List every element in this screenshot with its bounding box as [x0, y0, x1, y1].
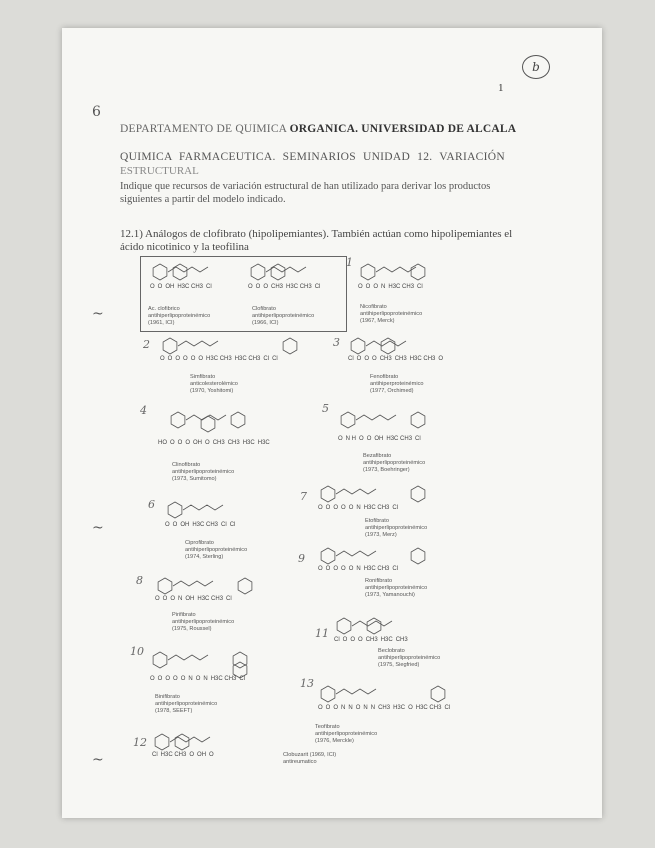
ring [153, 652, 167, 668]
atom-label: O [342, 637, 348, 643]
page-number: 1 [498, 82, 504, 94]
atom-labels [348, 356, 498, 363]
atom-label: O [183, 356, 188, 362]
atom-label: OH [165, 284, 175, 290]
atom-label: O [189, 752, 195, 758]
ring [171, 412, 185, 428]
ring [158, 578, 172, 594]
compound-name: Ciprofibrato [185, 540, 214, 546]
atom-label: N [363, 705, 368, 711]
bond-chain [336, 551, 376, 556]
atom-label: O [155, 596, 160, 602]
compound-number: 6 [148, 498, 155, 511]
compound-origin: (1974, Sterling) [185, 554, 224, 560]
atom-label: O [175, 356, 181, 362]
atom-label: O [185, 440, 191, 446]
atom-label: Cl [392, 505, 399, 511]
ring [271, 264, 285, 280]
compound-number: 13 [300, 677, 314, 690]
ring [341, 412, 355, 428]
compound-caption [283, 752, 336, 766]
compound-number: 4 [140, 404, 147, 417]
atom-label: CH3 [365, 637, 378, 643]
ring [233, 652, 247, 668]
structure-binifibrato [150, 650, 300, 672]
compound-number: 7 [300, 490, 307, 503]
ring [155, 734, 169, 750]
compound-caption [148, 306, 210, 327]
atom-label: O [157, 676, 163, 682]
compound-activity: antihiperlipoproteinémico [315, 731, 378, 737]
compound-activity: antihiperlipoproteinémico [378, 655, 441, 661]
atom-label: N [381, 284, 386, 290]
atom-label: O [205, 440, 210, 446]
bond-chain [366, 341, 406, 346]
margin-mark: 6 [92, 104, 101, 120]
compound-activity: antihiperlipoproteinémico [360, 311, 423, 317]
ring [201, 416, 215, 432]
ring [411, 412, 425, 428]
compound-origin: (1967, Merck) [360, 318, 395, 324]
atom-label: O [438, 356, 444, 362]
bond-chain [336, 489, 376, 494]
atom-label: O [355, 705, 361, 711]
compound-caption [365, 578, 427, 599]
atom-label: Cl [444, 705, 451, 711]
atom-label: O [333, 566, 339, 572]
atom-label: O [358, 637, 363, 643]
atom-label: N [356, 505, 361, 511]
atom-label: H3C CH3 [388, 284, 415, 290]
ring [411, 486, 425, 502]
atom-labels [338, 436, 488, 443]
compound-activity: antihiperlipoproteinémico [155, 701, 218, 707]
atom-labels [158, 440, 308, 447]
atom-label: O [325, 566, 331, 572]
atom-label: OH [180, 522, 190, 528]
atom-label: Cl [263, 356, 270, 362]
atom-label: N [370, 705, 376, 711]
compound-number: 10 [130, 645, 144, 658]
structure-nicofibrato [358, 262, 508, 284]
atom-label: Cl [221, 522, 227, 528]
compound-number: 8 [136, 574, 143, 587]
compound-number: 1 [346, 256, 353, 269]
compound-origin: (1977, Orchimed) [370, 388, 414, 394]
atom-label: O [325, 705, 331, 711]
atom-label: H3C [380, 637, 393, 643]
compound-caption [363, 453, 425, 474]
bond-chain [336, 689, 376, 694]
atom-label: N [348, 705, 353, 711]
compound-number: 3 [333, 336, 340, 349]
atom-label: H3C CH3 [210, 676, 237, 682]
atom-label: N H [345, 436, 357, 442]
compound-caption [370, 374, 423, 395]
compound-name: Clobuzarit (1969, ICI) [283, 752, 337, 758]
atom-label: O [209, 752, 214, 758]
atom-label: H3C CH3 [409, 356, 436, 362]
atom-label: O [170, 440, 175, 446]
atom-labels [155, 596, 295, 603]
atom-label: Cl [348, 356, 354, 362]
structure-teofibrato [318, 684, 468, 706]
bond-chain [173, 581, 213, 586]
atom-labels [160, 356, 310, 363]
compound-caption [315, 724, 377, 745]
compound-origin: (1973, Boehringer) [363, 467, 410, 473]
atom-label: Cl [415, 436, 421, 442]
atom-label: O [173, 676, 178, 682]
atom-label: H3C CH3 [363, 566, 390, 572]
compound-activity: antihiperlipoproteinémico [185, 547, 248, 553]
atom-label: Cl [229, 522, 236, 528]
bond-chain [178, 341, 218, 346]
margin-mark: ~ [92, 306, 104, 322]
atom-label: O [180, 676, 186, 682]
atom-label: Cl [152, 752, 158, 758]
section-heading: 12.1) Análogos de clofibrato (hipolipemiantes). También actúan como hipolipemiantes el ácido nicotinico y la teofilina [120, 228, 513, 253]
compound-activity: antihiperproteinémico [370, 381, 424, 387]
atom-label: O [372, 356, 377, 362]
ring [283, 338, 297, 354]
structure-ronifibrato [318, 546, 468, 568]
atom-label: O [348, 505, 354, 511]
compound-number: 11 [315, 627, 329, 640]
atom-label: O [172, 522, 178, 528]
atom-label: O [366, 436, 372, 442]
atom-labels [318, 705, 498, 712]
compound-number: 12 [133, 736, 147, 749]
compound-name: Nicofibrato [360, 304, 387, 310]
atom-label: O [190, 356, 196, 362]
atom-label: O [170, 596, 176, 602]
compound-number: 2 [143, 338, 150, 351]
compound-activity: antihiperlipoproteinémico [172, 469, 235, 475]
compound-origin: (1970, Yoshitomi) [190, 388, 234, 394]
compound-name: Beclobrato [378, 648, 405, 654]
structure-bezafibrato [338, 410, 488, 432]
ring [411, 548, 425, 564]
compound-caption [185, 540, 247, 561]
atom-label: OH [185, 596, 195, 602]
compound-name: Clinofibrato [172, 462, 201, 468]
structure-fenofibrato [348, 336, 498, 358]
structure-pirifibrato [155, 576, 305, 598]
structure-ciprofibrato [165, 500, 315, 522]
atom-label: O [350, 637, 356, 643]
compound-origin: (1975, Siegfried) [378, 662, 420, 668]
atom-label: N [178, 596, 183, 602]
atom-label: O [165, 522, 170, 528]
department-text-bold: ORGANICA. UNIVERSIDAD DE ALCALA [289, 123, 517, 135]
atom-label: N [203, 676, 208, 682]
atom-labels [358, 284, 508, 291]
atom-label: O [195, 676, 201, 682]
compound-number: 5 [322, 402, 329, 415]
atom-label: CH3 [378, 705, 391, 711]
structure-beclobrato [334, 616, 484, 638]
document-title-continued: ESTRUCTURAL [120, 165, 199, 177]
compound-origin: (1966, ICI) [252, 320, 279, 326]
atom-label: H3C CH3 [197, 596, 224, 602]
atom-label: CH3 [395, 637, 408, 643]
atom-label: CH3 [227, 440, 240, 446]
margin-mark: ~ [92, 520, 104, 536]
atom-label: OH [193, 440, 203, 446]
compound-name: Simfibrato [190, 374, 216, 380]
atom-label: N [341, 705, 346, 711]
atom-labels [248, 284, 338, 291]
atom-label: O [318, 566, 323, 572]
compound-origin: (1973, Yamanouchi) [365, 592, 415, 598]
atom-labels [150, 676, 300, 683]
ring [238, 578, 252, 594]
document-title: QUIMICA FARMACEUTICA. SEMINARIOS UNIDAD 12. VARIACIÓN [120, 151, 505, 163]
compound-caption [190, 374, 238, 395]
atom-labels [152, 752, 272, 759]
ring [321, 548, 335, 564]
atom-label: Cl [392, 566, 399, 572]
ring [361, 264, 375, 280]
compound-origin: (1973, Merz) [365, 532, 397, 538]
atom-label: H3C CH3 [177, 284, 204, 290]
atom-label: H3C [257, 440, 270, 446]
atom-label: O [162, 596, 168, 602]
ring [153, 264, 167, 280]
compound-caption [155, 694, 217, 715]
compound-origin: (1973, Sumitomo) [172, 476, 217, 482]
atom-label: Cl [239, 676, 246, 682]
ring [168, 502, 182, 518]
compound-origin: (1976, Merckle) [315, 738, 354, 744]
compound-origin: (1961, ICI) [148, 320, 175, 326]
atom-label: O [160, 356, 165, 362]
compound-activity: anticolesterolémico [190, 381, 238, 387]
department-heading [120, 122, 516, 136]
compound-number: 9 [298, 552, 305, 565]
atom-label: O [255, 284, 261, 290]
compound-name: Etofibrato [365, 518, 389, 524]
bond-chain [183, 505, 223, 510]
atom-label: Cl [226, 596, 232, 602]
atom-label: Cl [334, 637, 340, 643]
atom-labels [150, 284, 240, 291]
atom-label: H3C CH3 [415, 705, 442, 711]
structure-simfibrato [160, 336, 310, 358]
ring [163, 338, 177, 354]
ring [251, 264, 265, 280]
atom-label: CH3 [212, 440, 225, 446]
compound-caption [172, 462, 234, 483]
atom-label: O [333, 705, 339, 711]
ring [231, 412, 245, 428]
atom-label: O [364, 356, 370, 362]
atom-label: O [341, 566, 346, 572]
compound-caption [365, 518, 427, 539]
atom-label: CH3 [271, 284, 284, 290]
atom-label: H3C CH3 [286, 284, 312, 290]
atom-label: O [167, 356, 173, 362]
compound-activity: antihiperlipoproteinémico [252, 313, 315, 319]
ring [367, 618, 381, 634]
atom-label: CH3 [394, 356, 407, 362]
atom-label: O [150, 676, 155, 682]
atom-label: H3C [393, 705, 406, 711]
compound-activity: antihiperlipoproteinémico [148, 313, 211, 319]
ring [411, 264, 425, 280]
atom-label: OH [197, 752, 207, 758]
atom-label: O [150, 284, 155, 290]
atom-label: H3C CH3 [234, 356, 261, 362]
margin-mark: ~ [92, 752, 104, 768]
compound-activity: antihiperlipoproteinémico [365, 525, 428, 531]
circled-page-mark: b [522, 55, 550, 79]
compound-name: Binifibrato [155, 694, 180, 700]
compound-name: Bezafibrato [363, 453, 392, 459]
atom-label: O [165, 676, 171, 682]
atom-label: Cl [272, 356, 278, 362]
atom-label: O [358, 284, 363, 290]
atom-label: H3C CH3 [160, 752, 187, 758]
compound-name: Teofibrato [315, 724, 340, 730]
atom-labels [318, 566, 488, 573]
compound-origin: (1978, SEEFT) [155, 708, 193, 714]
bond-chain [352, 621, 392, 626]
compound-name: Clofibrato [252, 306, 276, 312]
atom-label: Cl [206, 284, 212, 290]
structure-etofibrato [318, 484, 468, 506]
bond-chain [186, 415, 226, 420]
bond-chain [376, 267, 416, 272]
compound-origin: (1975, Roussel) [172, 626, 212, 632]
atom-label: O [341, 505, 346, 511]
atom-label: O [356, 356, 362, 362]
atom-label: H3C CH3 [192, 522, 219, 528]
atom-label: O [263, 284, 269, 290]
atom-label: O [359, 436, 364, 442]
atom-label: Cl [314, 284, 321, 290]
ring [431, 686, 445, 702]
atom-label: H3C [242, 440, 255, 446]
ring [381, 338, 395, 354]
ring [173, 264, 187, 280]
ring [351, 338, 365, 354]
atom-label: O [318, 505, 323, 511]
atom-label: N [356, 566, 361, 572]
compound-activity: antihiperlipoproteinémico [365, 585, 428, 591]
compound-activity: antihiperlipoproteinémico [172, 619, 235, 625]
atom-label: CH3 [379, 356, 392, 362]
instructions: Indique que recursos de variación estructural de han utilizado para derivar los productos siguientes a partir del modelo indicado. [120, 181, 491, 205]
compound-name: Ac. clofibrico [148, 306, 180, 312]
atom-label: O [177, 440, 183, 446]
atom-label: O [373, 284, 379, 290]
atom-label: O [198, 356, 204, 362]
atom-label: O [348, 566, 354, 572]
atom-labels [318, 505, 488, 512]
atom-label: O [365, 284, 371, 290]
atom-label: O [318, 705, 323, 711]
structure-clinofibrato [158, 410, 308, 432]
atom-label: O [408, 705, 413, 711]
atom-label: O [248, 284, 253, 290]
compound-caption [172, 612, 234, 633]
ring [321, 686, 335, 702]
atom-label: N [188, 676, 193, 682]
ring [175, 734, 189, 750]
atom-label: O [157, 284, 163, 290]
atom-label: Cl [417, 284, 423, 290]
atom-label: OH [374, 436, 384, 442]
bond-chain [356, 415, 396, 420]
atom-label: H3C CH3 [363, 505, 390, 511]
atom-labels [334, 637, 484, 644]
bond-chain [168, 655, 208, 660]
compound-name: Pirifibrato [172, 612, 196, 618]
compound-activity: antihiperlipoproteinémico [363, 460, 426, 466]
compound-activity: antireumatico [283, 759, 317, 765]
ring [321, 486, 335, 502]
atom-label: HO [158, 440, 167, 446]
compound-caption [378, 648, 440, 669]
compound-caption [360, 304, 422, 325]
atom-label: H3C CH3 [206, 356, 232, 362]
ring [337, 618, 351, 634]
department-text: DEPARTAMENTO DE QUIMICA [120, 123, 290, 135]
atom-label: O [325, 505, 331, 511]
atom-label: O [333, 505, 339, 511]
atom-label: H3C CH3 [386, 436, 413, 442]
compound-caption [252, 306, 314, 327]
atom-labels [165, 522, 275, 529]
compound-name: Ronifibrato [365, 578, 393, 584]
atom-label: O [338, 436, 343, 442]
compound-name: Fenofibrato [370, 374, 399, 380]
